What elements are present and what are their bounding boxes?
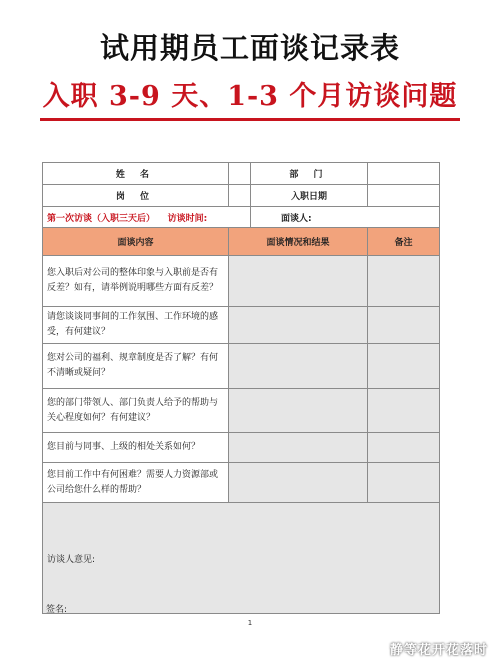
note-cell[interactable] bbox=[368, 389, 440, 433]
result-cell[interactable] bbox=[229, 256, 368, 307]
title-divider bbox=[40, 118, 460, 121]
question-row bbox=[43, 307, 440, 344]
note-cell[interactable] bbox=[368, 463, 440, 503]
interview-record-table bbox=[42, 162, 440, 614]
result-cell[interactable] bbox=[229, 389, 368, 433]
result-cell[interactable] bbox=[229, 307, 368, 344]
signature-label: 签名: bbox=[46, 605, 68, 615]
note-cell[interactable] bbox=[368, 433, 440, 463]
position-value-cell[interactable] bbox=[229, 185, 251, 207]
dept-label: 部 门 bbox=[251, 163, 368, 185]
hire-date-value-cell[interactable] bbox=[368, 185, 440, 207]
info-row-position bbox=[43, 185, 440, 207]
first-visit-label: 第一次访谈（入职三天后） bbox=[47, 213, 156, 224]
question-row bbox=[43, 389, 440, 433]
question-row bbox=[43, 463, 440, 503]
result-cell[interactable] bbox=[229, 344, 368, 389]
note-cell[interactable] bbox=[368, 256, 440, 307]
question-text: 您的部门带领人、部门负责人给予的帮助与关心程度如何？有何建议？ bbox=[43, 389, 229, 433]
question-text: 您入职后对公司的整体印象与入职前是否有反差？如有，请举例说明哪些方面有反差？ bbox=[43, 256, 229, 307]
header-result: 面谈情况和结果 bbox=[229, 228, 368, 256]
note-cell[interactable] bbox=[368, 307, 440, 344]
info-row-name bbox=[43, 163, 440, 185]
page-number: 1 bbox=[247, 619, 253, 627]
position-label: 岗 位 bbox=[43, 185, 229, 207]
opinion-row bbox=[43, 503, 440, 614]
opinion-label: 访谈人意见: bbox=[47, 554, 96, 565]
visit-time-label: 访谈时间: bbox=[167, 213, 208, 224]
question-text: 请您谈谈同事间的工作氛围、工作环境的感受，有何建议？ bbox=[43, 307, 229, 344]
note-cell[interactable] bbox=[368, 344, 440, 389]
watermark: 静等花开花落时 bbox=[389, 643, 488, 658]
question-row bbox=[43, 433, 440, 463]
question-text: 您对公司的福利、规章制度是否了解？有何不清晰或疑问？ bbox=[43, 344, 229, 389]
result-cell[interactable] bbox=[229, 433, 368, 463]
question-row bbox=[43, 256, 440, 307]
result-cell[interactable] bbox=[229, 463, 368, 503]
first-visit-row bbox=[43, 207, 440, 228]
header-note: 备注 bbox=[368, 228, 440, 256]
opinion-cell[interactable] bbox=[43, 503, 440, 614]
page-subtitle: 入职 3-9 天、1-3 个月访谈问题 bbox=[42, 81, 458, 112]
table-header-row bbox=[43, 228, 440, 256]
name-value-cell[interactable] bbox=[229, 163, 251, 185]
question-text: 您目前与同事、上级的相处关系如何？ bbox=[43, 433, 229, 463]
question-text: 您目前工作中有何困难？需要人力资源部或公司给您什么样的帮助？ bbox=[43, 463, 229, 503]
dept-value-cell[interactable] bbox=[368, 163, 440, 185]
hire-date-label: 入职日期 bbox=[251, 185, 368, 207]
question-row bbox=[43, 344, 440, 389]
interviewer-label: 面谈人: bbox=[281, 213, 312, 224]
page-title: 试用期员工面谈记录表 bbox=[99, 31, 400, 65]
name-label: 姓 名 bbox=[43, 163, 229, 185]
header-content: 面谈内容 bbox=[43, 228, 229, 256]
